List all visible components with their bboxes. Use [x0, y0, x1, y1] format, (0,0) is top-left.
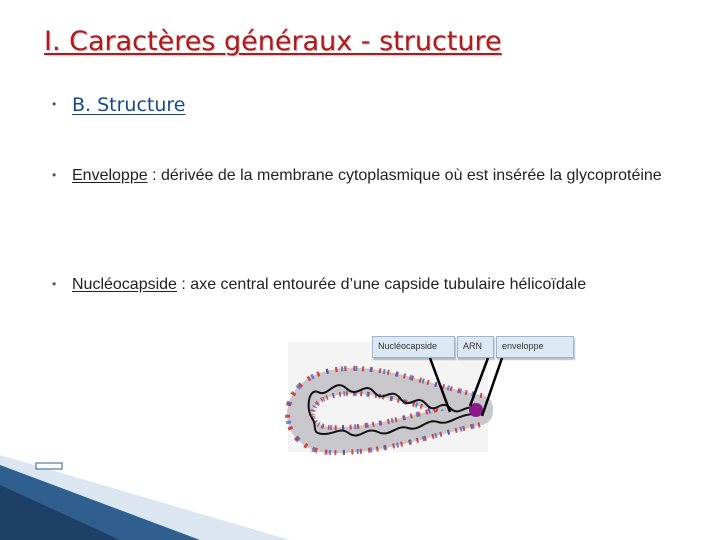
corner-marker — [36, 463, 62, 469]
bullet-nucleocapside — [52, 274, 672, 296]
bullet-dot: • — [52, 168, 57, 182]
bullet-text — [72, 165, 672, 187]
bullet-text — [72, 274, 672, 296]
label-envelope: enveloppe — [496, 336, 574, 358]
virus-diagram — [280, 330, 580, 540]
bullet-structure — [52, 94, 186, 116]
term-nucleocapside: Nucléocapside — [72, 276, 177, 293]
bullet-dot: • — [52, 277, 57, 291]
slide-title: I. Caractères généraux - structure — [44, 26, 502, 57]
label-rna: ARN — [457, 336, 494, 358]
definition-nucleocapside: : axe central entourée d’une capside tubulaire hélicoïdale — [176, 276, 587, 293]
bullet-enveloppe — [52, 165, 672, 187]
label-nucleocapsid: Nucléocapside — [372, 336, 455, 358]
definition-enveloppe: : dérivée de la membrane cytoplasmique où est insérée la glycoprotéine — [147, 167, 662, 184]
section-heading: B. Structure — [72, 94, 186, 116]
term-enveloppe: Enveloppe — [72, 167, 148, 184]
bullet-dot: • — [52, 97, 57, 111]
decorative-corner — [0, 455, 290, 540]
